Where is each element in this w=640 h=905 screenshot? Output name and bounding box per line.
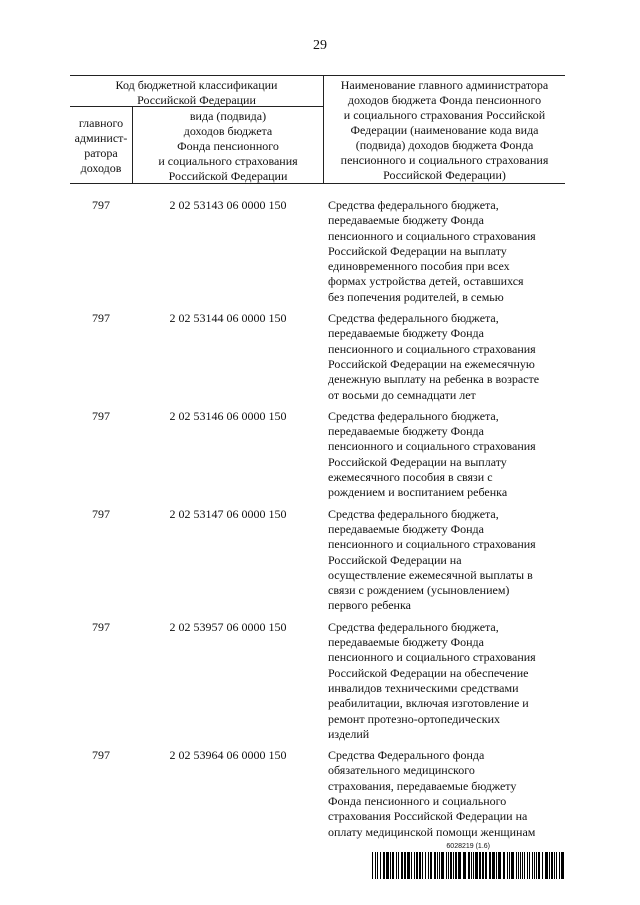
admin-code: 797 <box>92 311 110 326</box>
header-admin-column: главного админист- ратора доходов <box>74 116 128 175</box>
budget-code: 2 02 53964 06 0000 150 <box>169 748 287 763</box>
page-number: 29 <box>313 38 327 53</box>
table-row <box>70 748 565 840</box>
barcode-number: 6028219 (1.6) <box>446 843 490 850</box>
table-body <box>70 198 565 846</box>
income-name: Средства федерального бюджета, передаваемые бюджету Фонда пенсионного и социального страхования Российской Федерации на обеспечение инвалидов техническими средствами реабилитации, включая изготовление и ремонт протезно-ортопедических изделий <box>328 619 536 741</box>
table-row <box>70 507 565 614</box>
income-name: Средства федерального бюджета, передаваемые бюджету Фонда пенсионного и социального страхования Российской Федерации на выплату ежемесячного пособия в связи с рождением и воспитанием ребенка <box>328 408 536 500</box>
budget-code: 2 02 53143 06 0000 150 <box>169 198 287 212</box>
admin-code: 797 <box>92 506 110 521</box>
income-name: Средства федерального бюджета, передаваемые бюджету Фонда пенсионного и социального страхования Российской Федерации на осуществление ежемесячной выплаты в связи с рождением (усыновлением) первого ребенка <box>328 506 536 613</box>
admin-code: 797 <box>92 198 110 212</box>
table-header <box>70 75 565 184</box>
header-name-column: Наименование главного администратора доходов бюджета Фонда пенсионного и социального страхования Российской Федерации (наименование кода вида (подвида) доходов бюджета Фонда пенсионного и социального страхования Российской Федерации) <box>340 78 549 182</box>
barcode-image <box>372 852 565 879</box>
table-row <box>70 198 565 305</box>
income-name: Средства федерального бюджета, передаваемые бюджету Фонда пенсионного и социального страхования Российской Федерации на ежемесячную денежную выплату на ребенка в возрасте от восьми до семнадцати лет <box>328 311 540 402</box>
table-row <box>70 311 565 403</box>
header-code-group: Код бюджетной классификации Российской Федерации <box>115 78 278 107</box>
admin-code: 797 <box>92 748 110 763</box>
table-row <box>70 620 565 742</box>
income-name: Средства федерального бюджета, передаваемые бюджету Фонда пенсионного и социального страхования Российской Федерации на выплату единовременного пособия при всех формах устройства детей, оставшихся без попечения родителей, в семью <box>328 198 536 304</box>
budget-code: 2 02 53147 06 0000 150 <box>169 506 287 521</box>
barcode-block <box>372 843 565 879</box>
budget-code: 2 02 53144 06 0000 150 <box>169 311 287 326</box>
budget-code: 2 02 53146 06 0000 150 <box>169 408 287 423</box>
admin-code: 797 <box>92 408 110 423</box>
admin-code: 797 <box>92 619 110 634</box>
income-name: Средства Федерального фонда обязательного медицинского страхования, передаваемые бюджету Фонда пенсионного и социального страхования Российской Федерации на оплату медицинской помощи женщинам <box>328 748 536 839</box>
table-row <box>70 409 565 501</box>
budget-code: 2 02 53957 06 0000 150 <box>169 619 287 634</box>
header-type-column: вида (подвида) доходов бюджета Фонда пенсионного и социального страхования Российской Федерации <box>158 109 298 183</box>
